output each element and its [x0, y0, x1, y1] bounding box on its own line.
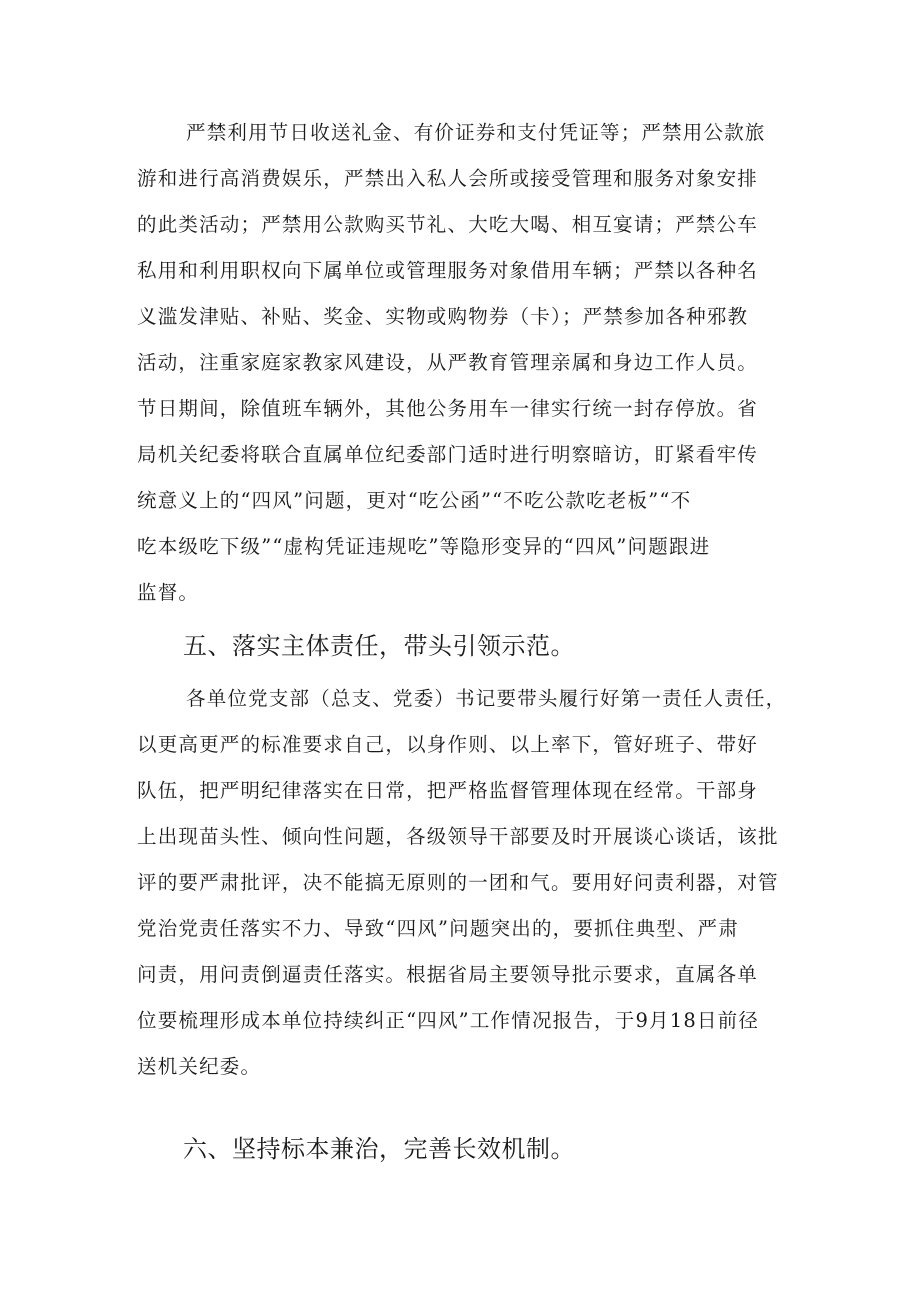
- section-6-heading: 六、坚持标本兼治，完善长效机制。: [183, 1135, 575, 1163]
- paragraph-line: 队伍，把严明纪律落实在日常，把严格监督管理体现在经常。干部身: [137, 779, 759, 802]
- paragraph-line: 吃本级吃下级”“虚构凭证违规吃”等隐形变异的“四风”问题跟进: [137, 535, 711, 558]
- paragraph-line: 评的要严肃批评，决不能搞无原则的一团和气。要用好问责利器，对管: [137, 871, 779, 894]
- paragraph-line: 问责，用问责倒逼责任落实。根据省局主要领导批示要求，直属各单: [137, 963, 759, 986]
- paragraph-line: 各单位党支部（总支、党委）书记要带头履行好第一责任人责任，: [186, 687, 787, 710]
- paragraph-line: 义滥发津贴、补贴、奖金、实物或购物券（卡）；严禁参加各种邪教: [137, 305, 749, 328]
- paragraph-line: 严禁利用节日收送礼金、有价证券和支付凭证等；严禁用公款旅: [186, 121, 766, 144]
- paragraph-line: 局机关纪委将联合直属单位纪委部门适时进行明察暗访，盯紧看牢传: [137, 443, 759, 466]
- paragraph-line: 私用和利用职权向下属单位或管理服务对象借用车辆；严禁以各种名: [137, 259, 759, 282]
- paragraph-line: 党治党责任落实不力、导致“四风”问题突出的，要抓住典型、严肃: [137, 917, 739, 940]
- paragraph-line: 送机关纪委。: [137, 1055, 262, 1078]
- paragraph-line: 活动，注重家庭家教家风建设，从严教育管理亲属和身边工作人员。: [137, 351, 759, 374]
- paragraph-line: 统意义上的“四风”问题，更对“吃公函”“不吃公款吃老板”“不: [137, 489, 692, 512]
- paragraph-line: 以更高更严的标准要求自己，以身作则、以上率下，管好班子、带好: [137, 733, 759, 756]
- section-5-heading: 五、落实主体责任，带头引领示范。: [183, 632, 575, 660]
- paragraph-line: 节日期间，除值班车辆外，其他公务用车一律实行统一封存停放。省: [137, 397, 759, 420]
- paragraph-line: 游和进行高消费娱乐，严禁出入私人会所或接受管理和服务对象安排: [137, 167, 759, 190]
- paragraph-line: 的此类活动；严禁用公款购买节礼、大吃大喝、相互宴请；严禁公车: [137, 213, 759, 236]
- paragraph-line: 位要梳理形成本单位持续纠正“四风”工作情况报告，于9月18日前径: [137, 1009, 760, 1032]
- paragraph-line: 监督。: [137, 581, 200, 604]
- paragraph-line: 上出现苗头性、倾向性问题，各级领导干部要及时开展谈心谈话，该批: [137, 825, 779, 848]
